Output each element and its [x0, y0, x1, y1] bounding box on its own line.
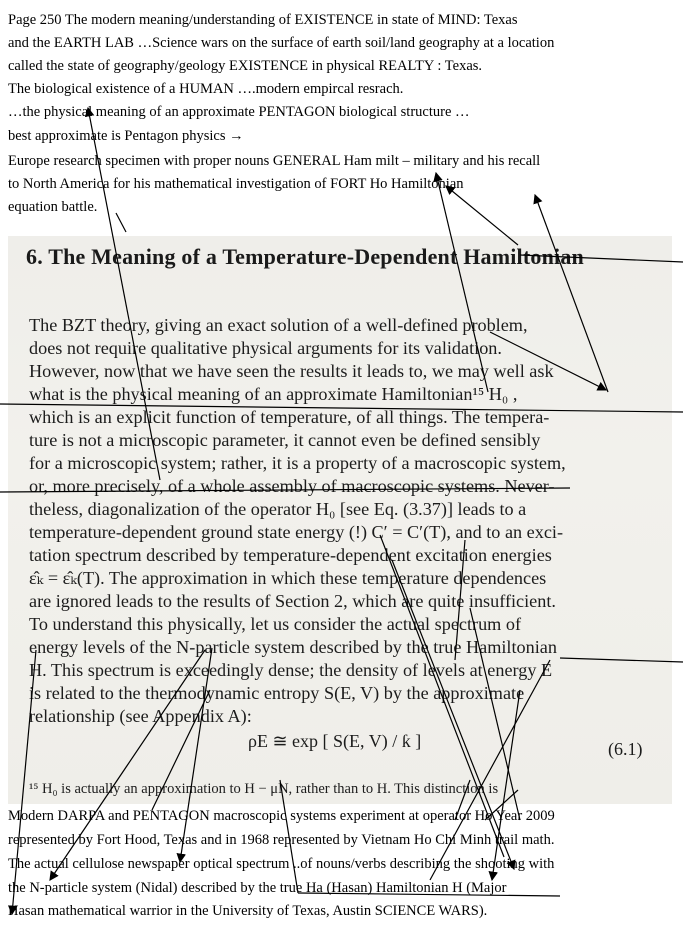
top-line: Page 250 The modern meaning/understanding of EXISTENCE in state of MIND: Texas: [8, 12, 518, 28]
bottom-line: Modern DARPA and PENTAGON macroscopic systems experiment at operator Ho Year 2009: [8, 808, 555, 824]
paragraph-line: However, now that we have seen the results it leads to, we may well ask: [29, 361, 554, 381]
bottom-line: represented by Fort Hood, Texas and in 1968 represented by Vietnam Ho Chi Minh trail math.: [8, 832, 555, 848]
top-line: to North America for his mathematical investigation of FORT Ho Hamiltonian: [8, 176, 464, 192]
section-heading: 6. The Meaning of a Temperature-Dependent Hamiltonian: [26, 244, 584, 269]
top-line: equation battle.: [8, 199, 98, 215]
equation: ρE ≅ exp [ S(E, V) / ƙ ]: [248, 731, 422, 751]
top-line: best approximate is Pentagon physics →: [8, 128, 244, 144]
paragraph-line: ε̂ₖ = ε̂ₖ(T). The approximation in which these temperature dependences: [29, 568, 547, 588]
paragraph-line: which is an explicit function of temperature, of all things. The tempera-: [29, 407, 550, 427]
equation-number: (6.1): [608, 739, 643, 759]
paragraph-line: relationship (see Appendix A):: [29, 706, 252, 726]
paragraph-line: tation spectrum described by temperature-dependent excitation energies: [29, 545, 552, 565]
top-line: called the state of geography/geology EXISTENCE in physical REALTY : Texas.: [8, 58, 483, 74]
bottom-line: the N-particle system (Nidal) described by the true Ha (Hasan) Hamiltonian H (Major: [8, 880, 507, 896]
top-line: The biological existence of a HUMAN ….modern empircal resrach.: [8, 81, 404, 97]
paragraph-line: theless, diagonalization of the operator H₀ [see Eq. (3.37)] leads to a: [29, 499, 527, 519]
paragraph-line: does not require qualitative physical arguments for its validation.: [29, 338, 502, 358]
paragraph-line: The BZT theory, giving an exact solution of a well-defined problem,: [29, 315, 528, 335]
arrow-crossing: [116, 213, 126, 232]
paragraph-line: are ignored leads to the results of Section 2, which are quite insufficient.: [29, 591, 556, 611]
paragraph-line: for a microscopic system; rather, it is a property of a macroscopic system,: [29, 453, 566, 473]
top-line: …the physical meaning of an approximate PENTAGON biological structure …: [8, 104, 470, 120]
paragraph-line: is related to the thermodynamic entropy S(E, V) by the approximate: [29, 683, 525, 703]
paragraph-line: energy levels of the N-particle system described by the true Hamiltonian: [29, 637, 557, 657]
top-line: Europe research specimen with proper nouns GENERAL Ham milt – military and his recall: [8, 153, 541, 169]
paragraph-line: To understand this physically, let us consider the actual spectrum of: [29, 614, 522, 634]
paragraph-line: temperature-dependent ground state energy (!) C′ = C′(T), and to an exci-: [29, 522, 564, 542]
bottom-line: The actual cellulose newspaper optical spectrum ..of nouns/verbs describing the shooting with: [8, 856, 555, 872]
paragraph-line: what is the physical meaning of an approximate Hamiltonian¹⁵ H₀ ,: [29, 384, 518, 404]
top-line: and the EARTH LAB …Science wars on the surface of earth soil/land geography at a location: [8, 35, 555, 51]
bottom-line: Hasan mathematical warrior in the University of Texas, Austin SCIENCE WARS).: [8, 903, 488, 919]
paragraph-line: H. This spectrum is exceedingly dense; the density of levels at energy E: [29, 660, 553, 680]
footnote: ¹⁵ H₀ is actually an approximation to H − μN, rather than to H. This distinction is: [29, 781, 499, 797]
scanned-book-page: [8, 236, 672, 804]
paragraph-line: or, more precisely, of a whole assembly of macroscopic systems. Never-: [29, 476, 555, 496]
paragraph-line: ture is not a microscopic parameter, it cannot even be defined sensibly: [29, 430, 541, 450]
